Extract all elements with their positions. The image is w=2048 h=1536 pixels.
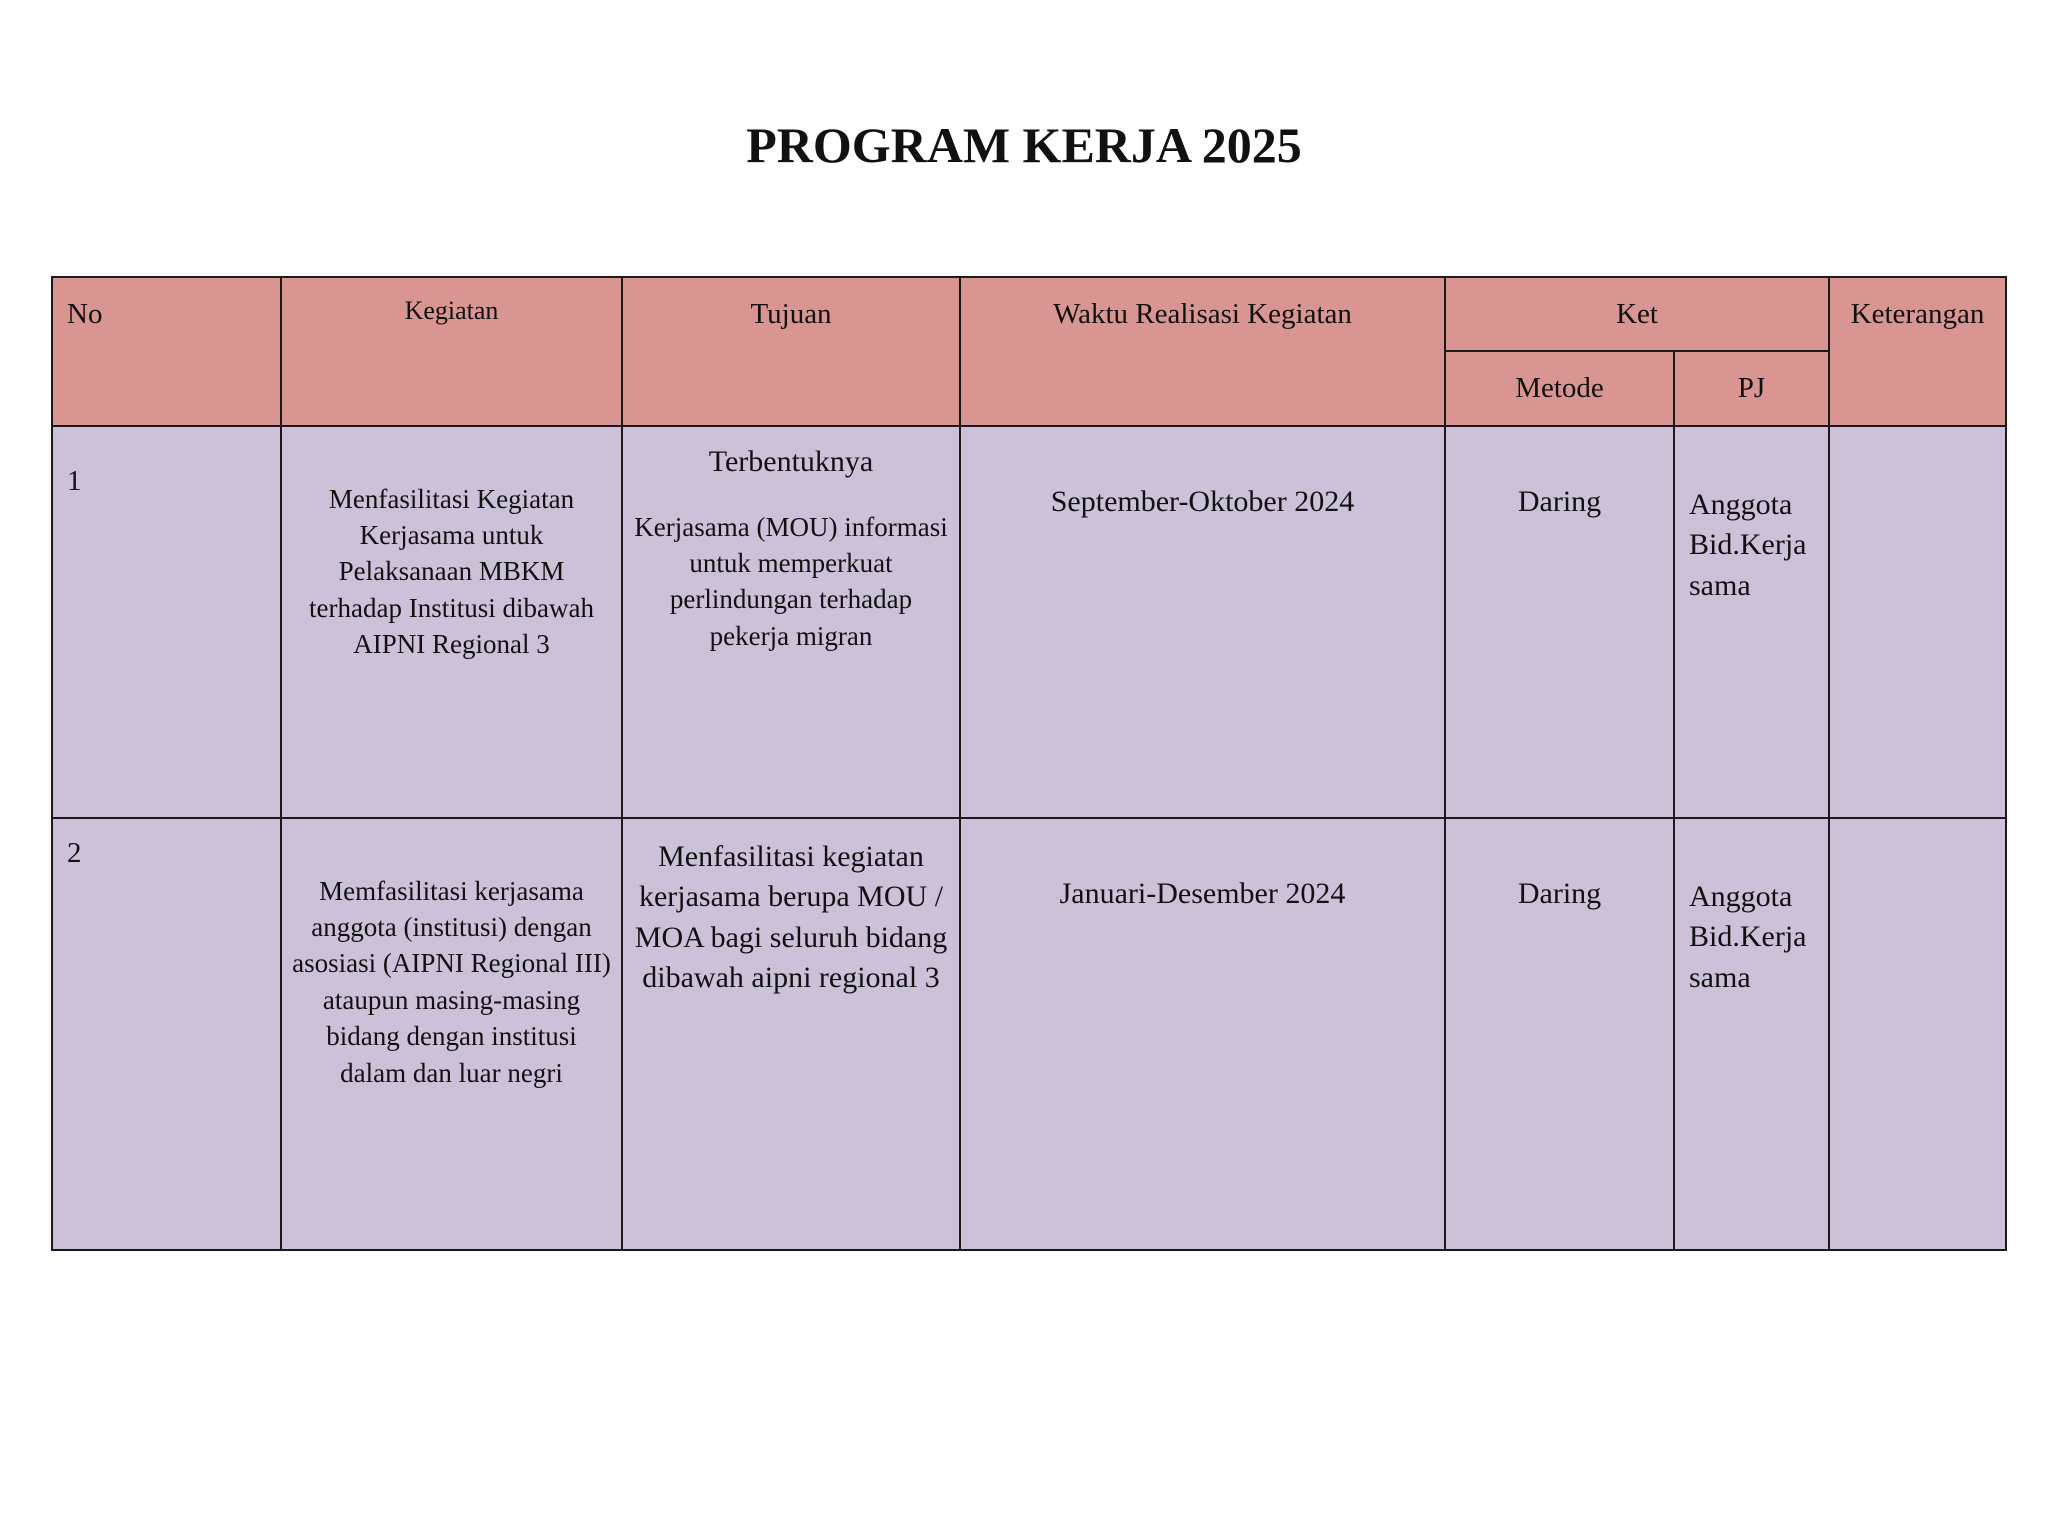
cell-no <box>52 818 281 1250</box>
cell-pj <box>1674 426 1829 818</box>
kegiatan-text: Menfasilitasi Kegiatan Kerjasama untuk Pelaksanaan MBKM terhadap Institusi dibawah AIPNI Regional 3 <box>309 483 594 660</box>
header-kegiatan <box>281 277 622 426</box>
header-pj <box>1674 351 1829 425</box>
header-pj-label: PJ <box>1737 372 1766 405</box>
tujuan-text: Kerjasama (MOU) informasi untuk memperkuat perlindungan terhadap pekerja migran <box>634 511 948 651</box>
pj-text: Anggota Bid.Kerja sama <box>1689 487 1807 602</box>
row-number: 1 <box>67 464 82 497</box>
table-row <box>52 818 2006 1250</box>
cell-tujuan <box>622 818 960 1250</box>
header-kegiatan-label: Kegiatan <box>404 296 499 325</box>
header-ket <box>1445 277 1829 351</box>
header-keterangan-label: Keterangan <box>1850 298 1985 330</box>
cell-metode <box>1445 426 1674 818</box>
cell-waktu <box>960 818 1445 1250</box>
waktu-text: September-Oktober 2024 <box>1050 484 1355 518</box>
header-no <box>52 277 281 426</box>
cell-tujuan <box>622 426 960 818</box>
waktu-text: Januari-Desember 2024 <box>1059 876 1346 910</box>
cell-kegiatan <box>281 818 622 1250</box>
header-no-label: No <box>67 298 103 330</box>
header-keterangan <box>1829 277 2006 426</box>
cell-kegiatan <box>281 426 622 818</box>
header-metode <box>1445 351 1674 425</box>
header-row-1 <box>52 277 2006 351</box>
cell-metode <box>1445 818 1674 1250</box>
cell-pj <box>1674 818 1829 1250</box>
cell-waktu <box>960 426 1445 818</box>
program-table <box>51 276 2007 1251</box>
metode-text: Daring <box>1517 484 1602 518</box>
header-tujuan-label: Tujuan <box>750 298 832 330</box>
cell-keterangan <box>1829 818 2006 1250</box>
header-ket-label: Ket <box>1616 298 1658 330</box>
header-tujuan <box>622 277 960 426</box>
row-number: 2 <box>67 836 82 869</box>
cell-no <box>52 426 281 818</box>
cell-keterangan <box>1829 426 2006 818</box>
page-title: PROGRAM KERJA 2025 <box>746 117 1302 173</box>
metode-text: Daring <box>1517 876 1602 910</box>
header-waktu-label: Waktu Realisasi Kegiatan <box>1053 298 1352 330</box>
table-row <box>52 426 2006 818</box>
kegiatan-text: Memfasilitasi kerjasama anggota (institusi) dengan asosiasi (AIPNI Regional III) ataupun masing-masing bidang dengan institusi dalam dan luar negri <box>292 875 611 1088</box>
header-metode-label: Metode <box>1515 372 1604 405</box>
header-waktu <box>960 277 1445 426</box>
tujuan-text: Menfasilitasi kegiatan kerjasama berupa MOU / MOA bagi seluruh bidang dibawah aipni regional 3 <box>634 839 948 994</box>
pj-text: Anggota Bid.Kerja sama <box>1689 879 1807 994</box>
tujuan-heading: Terbentuknya <box>708 444 874 478</box>
